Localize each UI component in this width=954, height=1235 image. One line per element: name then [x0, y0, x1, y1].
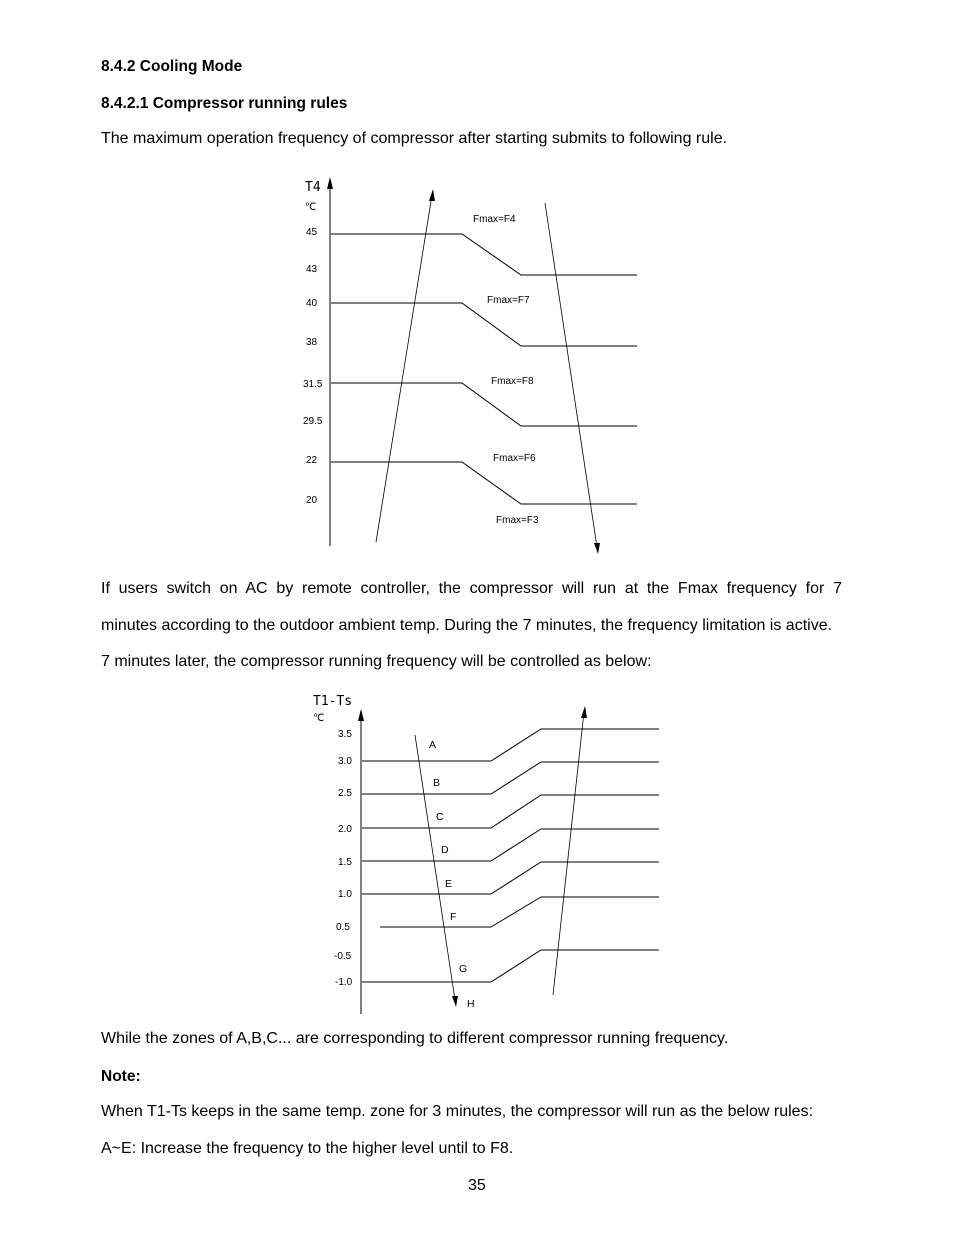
- paragraph-line: If users switch on AC by remote controller, the compressor will run at the Fmax frequency for 7: [101, 580, 842, 597]
- paragraph-line: minutes according to the outdoor ambient temp. During the 7 minutes, the frequency limitation is active.: [101, 617, 833, 634]
- t4-boundary-45-43: [331, 234, 637, 275]
- note-label: Note:: [101, 1068, 141, 1085]
- t4-tick: 40: [306, 298, 318, 309]
- t4-tick: 45: [306, 227, 318, 238]
- t1ts-boundary-1.5: [362, 829, 659, 861]
- t1ts-boundary-2.0: [362, 795, 659, 828]
- t4-axis-arrowhead: [327, 177, 333, 189]
- t1ts-zone-label: D: [441, 844, 449, 856]
- t4-tick: 22: [306, 455, 318, 466]
- zones-paragraph: While the zones of A,B,C... are corresponding to different compressor running frequency.: [101, 1030, 729, 1047]
- t4-tick: 38: [306, 337, 318, 348]
- t1ts-tick: 1.5: [338, 857, 352, 868]
- page-number: 35: [468, 1177, 486, 1194]
- paragraph-line: 7 minutes later, the compressor running frequency will be controlled as below:: [101, 653, 652, 670]
- t1ts-tick: 3.0: [338, 756, 352, 767]
- t4-axis-label: T4: [305, 180, 321, 195]
- t4-tick: 29.5: [303, 416, 323, 427]
- t1ts-tick: -1.0: [335, 977, 353, 988]
- t1ts-boundary-0.5: [380, 897, 659, 927]
- t1ts-tick: 1.0: [338, 889, 352, 900]
- t1ts-zone-label: H: [467, 998, 475, 1010]
- t4-tick: 31.5: [303, 379, 323, 390]
- t1ts-axis-unit: ℃: [313, 713, 325, 724]
- section-heading: 8.4.2 Cooling Mode: [101, 58, 243, 75]
- subsection-heading: 8.4.2.1 Compressor running rules: [101, 95, 348, 112]
- t1ts-boundary-2.5: [362, 762, 659, 794]
- t1ts-boundary-minus1: [362, 950, 659, 982]
- rule-a-e: A~E: Increase the frequency to the higher level until to F8.: [101, 1140, 514, 1157]
- t1ts-axis-label: T1-Ts: [313, 694, 353, 709]
- t1ts-boundary-1.0: [362, 862, 659, 894]
- t1ts-zone-label: E: [445, 878, 453, 890]
- t4-falling-arrow-line: [545, 203, 597, 547]
- t1ts-falling-arrow-line: [415, 735, 455, 1000]
- t1ts-zone-label: B: [433, 777, 441, 789]
- t4-rising-arrow-line: [376, 195, 432, 542]
- t4-zone-label: Fmax=F7: [487, 295, 530, 306]
- t1ts-tick: 2.0: [338, 824, 352, 835]
- t4-tick: 43: [306, 264, 318, 275]
- t1ts-boundary-3.0: [362, 729, 659, 761]
- t1ts-tick: 0.5: [336, 922, 350, 933]
- intro-paragraph: The maximum operation frequency of compressor after starting submits to following rule.: [101, 130, 728, 147]
- t4-zone-label: Fmax=F3: [496, 515, 539, 526]
- t1ts-zone-label: C: [436, 811, 444, 823]
- t1ts-zone-label: G: [459, 963, 468, 975]
- t4-boundary-31-29: [331, 383, 637, 426]
- t4-zone-label: Fmax=F6: [493, 453, 536, 464]
- t1ts-zone-label: A: [429, 739, 437, 751]
- t4-boundary-22-20: [331, 462, 637, 504]
- t1ts-axis-arrowhead: [358, 709, 364, 721]
- t1ts-zone-label: F: [450, 911, 457, 923]
- t1ts-rising-arrow-line: [553, 712, 584, 995]
- t4-zone-label: Fmax=F8: [491, 376, 534, 387]
- t4-zone-label: Fmax=F4: [473, 214, 516, 225]
- t4-axis-unit: ℃: [305, 202, 317, 213]
- t1ts-tick: -0.5: [334, 951, 352, 962]
- t4-rising-arrowhead: [429, 189, 435, 201]
- t4-boundary-40-38: [331, 303, 637, 346]
- t1ts-rising-arrowhead: [581, 706, 587, 718]
- t1ts-tick: 2.5: [338, 788, 352, 799]
- t4-tick: 20: [306, 495, 318, 506]
- t4-falling-arrowhead: [594, 543, 600, 554]
- note-text: When T1-Ts keeps in the same temp. zone for 3 minutes, the compressor will run as the below rules:: [101, 1103, 814, 1120]
- t1ts-tick: 3.5: [338, 729, 352, 740]
- t1ts-falling-arrowhead: [452, 996, 458, 1007]
